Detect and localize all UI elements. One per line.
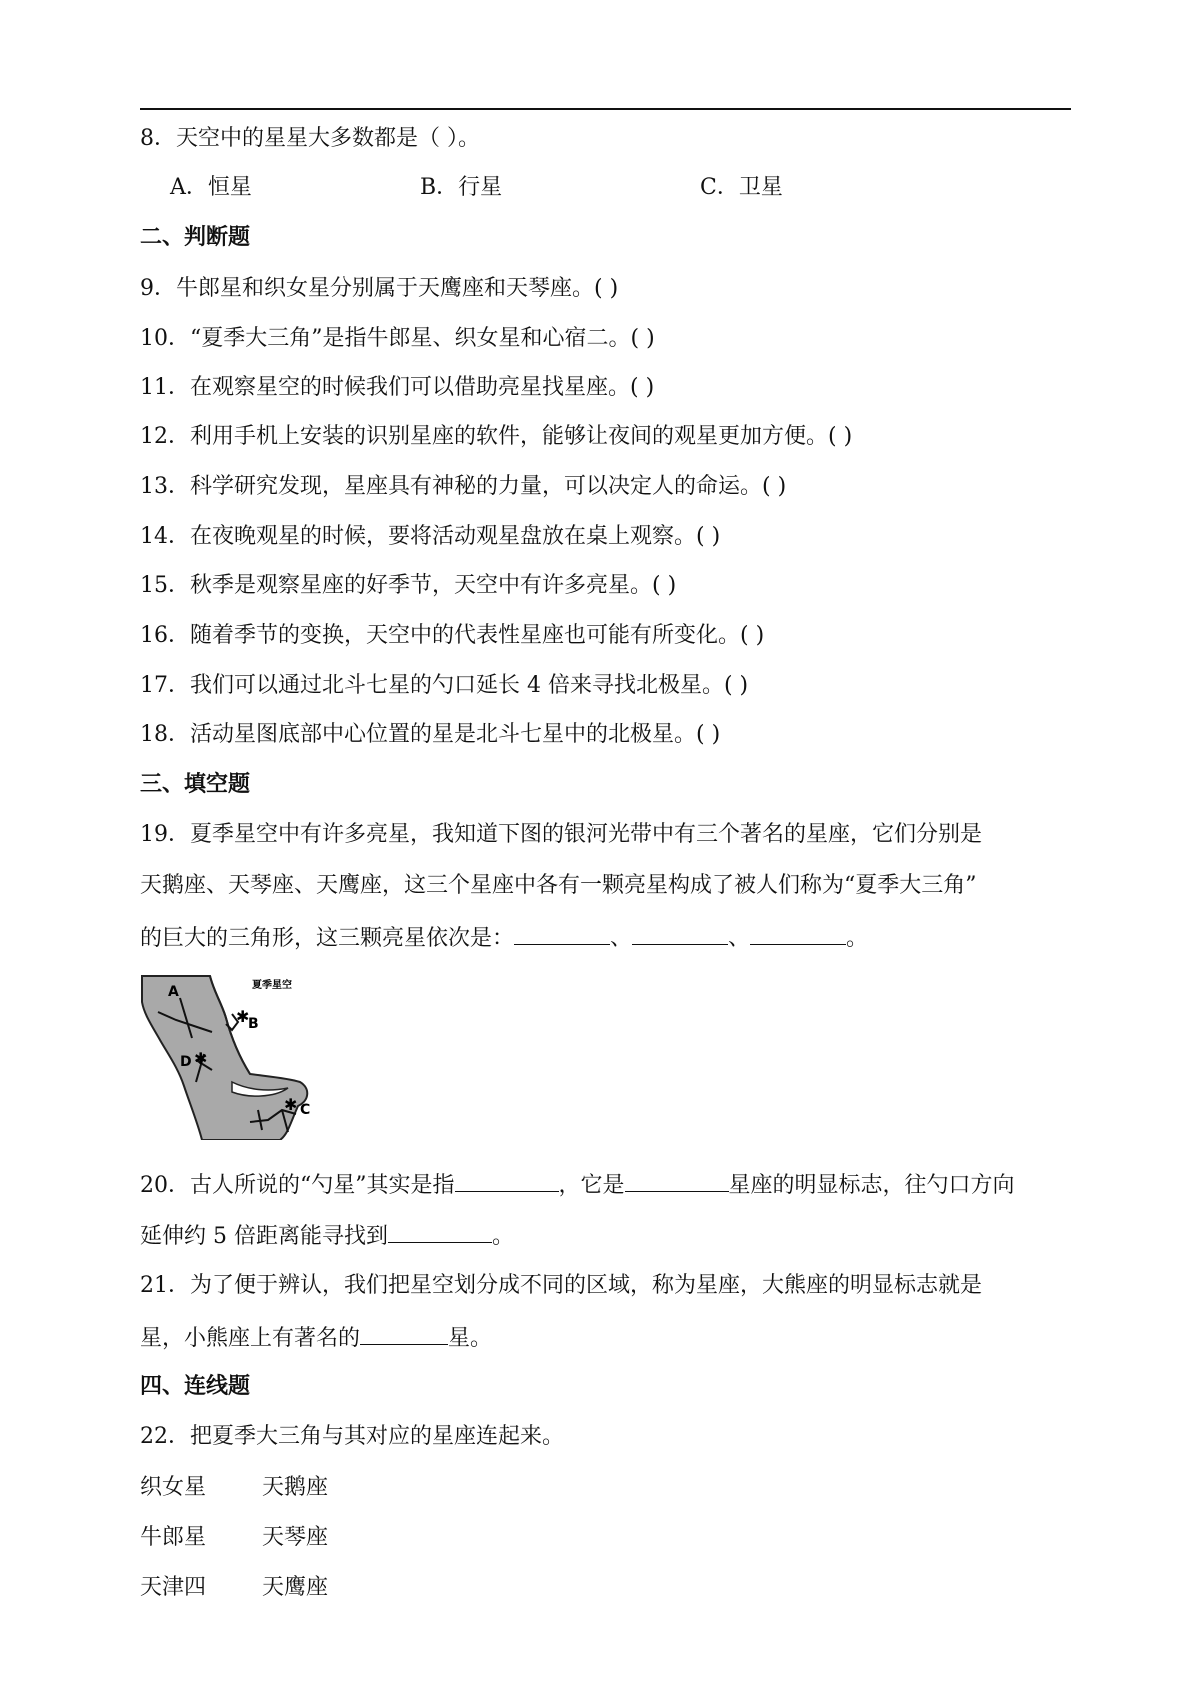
match-left-1[interactable]: 织女星 [140, 1475, 207, 1500]
question-21-text-c: 星。 [448, 1326, 493, 1351]
match-left-2[interactable]: 牛郎星 [140, 1525, 207, 1550]
answer-blank-21[interactable] [360, 1322, 448, 1345]
match-right-2[interactable]: 天琴座 [262, 1525, 329, 1550]
question-20-text-c: 星座的明显标志，往勺口方向 [728, 1173, 1015, 1198]
question-22: 22．把夏季大三角与其对应的星座连起来。 [140, 1424, 564, 1449]
answer-blank-19-3[interactable] [750, 922, 846, 945]
judge-item-15: 15．秋季是观察星座的好季节，天空中有许多亮星。( ) [140, 573, 677, 598]
question-19-prompt: 的巨大的三角形，这三颗亮星依次是： [140, 926, 515, 951]
judge-item-11: 11．在观察星空的时候我们可以借助亮星找星座。( ) [140, 375, 655, 400]
question-8: 8．天空中的星星大多数都是（ ）。 [140, 126, 480, 151]
judge-item-13: 13．科学研究发现，星座具有神秘的力量，可以决定人的命运。( ) [140, 474, 787, 499]
match-right-1[interactable]: 天鹅座 [262, 1475, 329, 1500]
period: 。 [491, 1224, 514, 1249]
judge-item-10: 10．“夏季大三角”是指牛郎星、织女星和心宿二。( ) [140, 326, 655, 351]
question-20-prompt: 20．古人所说的“勺星”其实是指 [140, 1173, 455, 1198]
separator: 、 [728, 926, 751, 951]
option-c: C．卫星 [700, 175, 783, 200]
option-b: B．行星 [420, 175, 503, 200]
question-21-text-b: 星，小熊座上有著名的 [140, 1326, 361, 1351]
summer-sky-map [140, 974, 320, 1140]
question-21-line1: 21．为了便于辨认，我们把星空划分成不同的区域，称为星座，大熊座的明显标志就是 [140, 1273, 982, 1298]
question-20-text-d: 延伸约 5 倍距离能寻找到 [140, 1224, 388, 1249]
question-19-line1: 19．夏季星空中有许多亮星，我知道下图的银河光带中有三个著名的星座，它们分别是 [140, 822, 982, 847]
separator: 、 [610, 926, 633, 951]
question-20-text-b: ，它是 [558, 1173, 625, 1198]
star-marker-c: ✱ [284, 1095, 298, 1114]
question-19-line2: 天鹅座、天琴座、天鹰座，这三个星座中各有一颗亮星构成了被人们称为“夏季大三角” [140, 873, 977, 898]
section-heading-match: 四、连线题 [140, 1374, 251, 1399]
option-a: A．恒星 [170, 175, 252, 200]
match-left-3[interactable]: 天津四 [140, 1575, 207, 1600]
star-marker-b: ✱ [236, 1007, 250, 1026]
judge-item-9: 9．牛郎星和织女星分别属于天鹰座和天琴座。( ) [140, 276, 619, 301]
answer-blank-20-1[interactable] [455, 1169, 559, 1192]
map-label-b: B [248, 1016, 259, 1032]
judge-item-17: 17．我们可以通过北斗七星的勺口延长 4 倍来寻找北极星。( ) [140, 673, 749, 698]
answer-blank-20-2[interactable] [625, 1169, 729, 1192]
question-21-line2 [140, 1322, 492, 1354]
judge-item-14: 14．在夜晚观星的时候，要将活动观星盘放在桌上观察。( ) [140, 524, 721, 549]
question-20-line1 [140, 1169, 1015, 1201]
map-label-a: A [168, 984, 179, 1000]
period: 。 [846, 926, 869, 951]
map-label-c: C [300, 1102, 311, 1118]
section-heading-fill: 三、填空题 [140, 772, 251, 797]
map-title: 夏季星空 [252, 980, 292, 991]
match-right-3[interactable]: 天鹰座 [262, 1575, 329, 1600]
judge-item-16: 16．随着季节的变换，天空中的代表性星座也可能有所变化。( ) [140, 623, 765, 648]
answer-blank-20-3[interactable] [388, 1220, 492, 1243]
answer-blank-19-2[interactable] [632, 922, 728, 945]
judge-item-12: 12．利用手机上安装的识别星座的软件，能够让夜间的观星更加方便。( ) [140, 424, 853, 449]
header-rule [140, 108, 1071, 110]
section-heading-judge: 二、判断题 [140, 225, 251, 250]
judge-item-18: 18．活动星图底部中心位置的星是北斗七星中的北极星。( ) [140, 722, 721, 747]
map-label-d: D [180, 1054, 192, 1070]
question-20-line2 [140, 1220, 514, 1252]
answer-blank-19-1[interactable] [514, 922, 610, 945]
star-marker-d: ✱ [194, 1049, 208, 1068]
question-19-line3 [140, 922, 868, 954]
